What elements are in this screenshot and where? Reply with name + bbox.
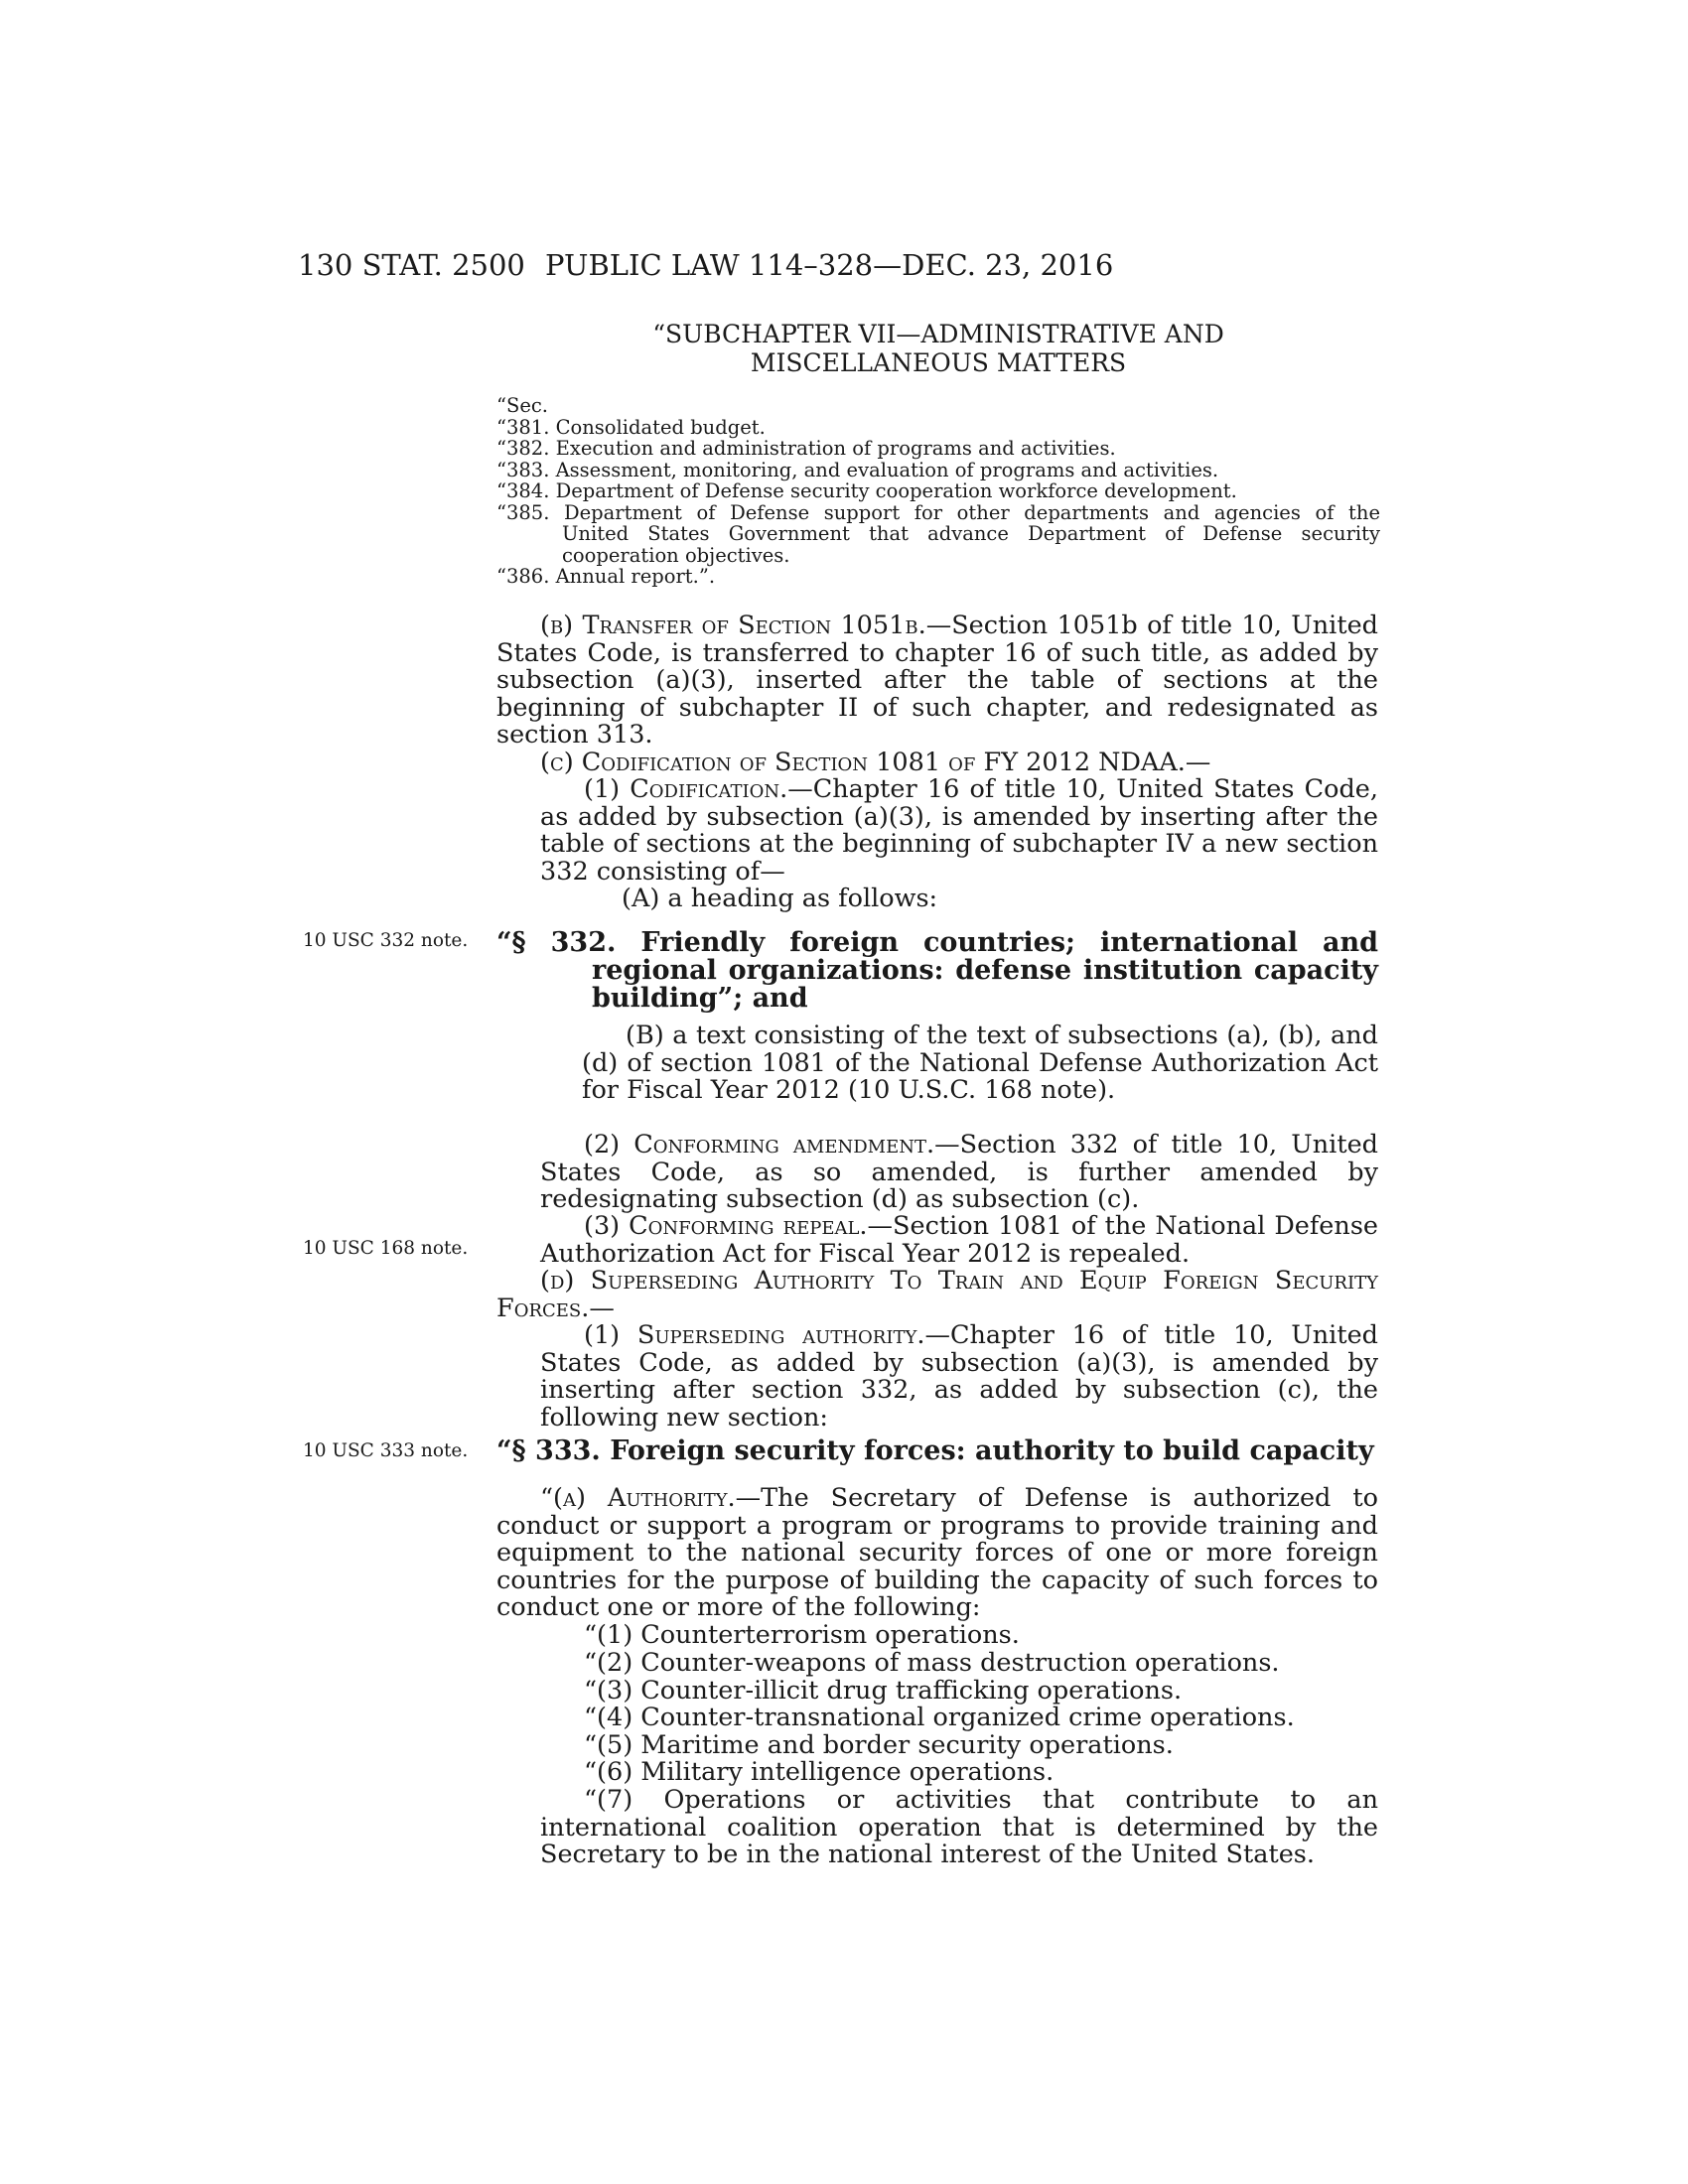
toc-item: “383. Assessment, monitoring, and evaluation of programs and activities.: [496, 458, 1219, 481]
toc-item-continuation: United States Government that advance Department of Defense security: [562, 522, 1380, 545]
toc-item: “382. Execution and administration of programs and activities.: [496, 437, 1116, 460]
subsection-b-heading: (b) Transfer of Section 1051b.: [540, 611, 926, 640]
list-item: “(3) Counter-illicit drug trafficking operations.: [584, 1676, 1183, 1706]
subchapter-title-line1: “SUBCHAPTER VII—ADMINISTRATIVE AND: [652, 320, 1224, 348]
paragraph-c1-heading: (1) Codification.: [584, 774, 788, 804]
paragraph-d1-text: —Chapter 16 of title 10, United States Code, as added by subsection (a)(3), is amended by inserting after section 332, as added by subsection (c), the following new section:: [540, 1320, 1379, 1433]
list-item: “(6) Military intelligence operations.: [584, 1757, 1055, 1787]
paragraph-c2-heading: (2) Conforming amendment.: [584, 1130, 935, 1160]
toc-item: “381. Consolidated budget.: [496, 415, 766, 439]
list-item: “(2) Counter-weapons of mass destruction operations.: [584, 1648, 1280, 1678]
subsection-a-text: —The Secretary of Defense is authorized to conduct or support a program or programs to provide training and equipment to the national security forces of one or more foreign countries for the purpose of building the capacity of such forces to conduct one or more of the following:: [496, 1483, 1378, 1623]
subsection-d-title: (d) Superseding Authority To Train and Equip Foreign Security Forces.—: [496, 1266, 1378, 1323]
list-item: “(4) Counter-transnational organized crime operations.: [584, 1703, 1295, 1732]
clause-c1-A: (A) a heading as follows:: [622, 884, 938, 913]
paragraph-d1-heading: (1) Superseding authority.: [584, 1320, 925, 1350]
paragraph-c1-text: —Chapter 16 of title 10, United States Code, as added by subsection (a)(3), is amended by inserting after the table of sections at the beginning of subchapter IV a new section 332 consisting of—: [540, 774, 1379, 887]
subsection-d-heading: [496, 1268, 1378, 1322]
section-333-subsection-a: [496, 1485, 1378, 1622]
paragraph-c2: [540, 1132, 1378, 1214]
toc-item: “385. Department of Defense support for other departments and agencies of the: [496, 500, 1380, 524]
list-item: “(5) Maritime and border security operations.: [584, 1730, 1174, 1760]
statute-page-number: 130 STAT. 2500: [298, 248, 525, 282]
margin-note-332: 10 USC 332 note.: [303, 930, 469, 951]
toc-item: “386. Annual report.”.: [496, 565, 716, 588]
paragraph-d1: [540, 1322, 1378, 1432]
subchapter-title-line2: MISCELLANEOUS MATTERS: [750, 348, 1127, 377]
toc-sec-label: “Sec.: [496, 394, 548, 417]
toc-item: “384. Department of Defense security cooperation workforce development.: [496, 479, 1237, 502]
paragraph-c2-text: —Section 332 of title 10, United States Code, as so amended, is further amended by redesignating subsection (d) as subsection (c).: [540, 1130, 1378, 1215]
paragraph-c3-text: —Section 1081 of the National Defense Authorization Act for Fiscal Year 2012 is repealed.: [540, 1211, 1378, 1269]
subsection-c-title: (c) Codification of Section 1081 of FY 2012 NDAA.—: [540, 748, 1211, 777]
section-333-heading: “§ 333. Foreign security forces: authority to build capacity: [496, 1435, 1374, 1466]
public-law-header: PUBLIC LAW 114–328—DEC. 23, 2016: [545, 248, 1114, 282]
margin-note-168: 10 USC 168 note.: [303, 1238, 469, 1259]
section-332-heading: “§ 332. Friendly foreign countries; international and regional organizations: defense institution capacity building”; and: [496, 927, 1378, 1014]
margin-note-333: 10 USC 333 note.: [303, 1440, 469, 1461]
clause-c1-B: (B) a text consisting of the text of subsections (a), (b), and (d) of section 1081 of the National Defense Authorization Act for Fiscal Year 2012 (10 U.S.C. 168 note).: [582, 1021, 1378, 1106]
paragraph-c3-heading: (3) Conforming repeal.: [584, 1211, 868, 1241]
subsection-b: [496, 613, 1378, 750]
toc-item-continuation: cooperation objectives.: [562, 543, 790, 567]
subsection-a-heading: “(a) Authority.: [540, 1483, 736, 1513]
paragraph-c1: [540, 776, 1378, 886]
subsection-c-heading: [540, 750, 1378, 777]
paragraph-c3: [540, 1213, 1378, 1268]
list-item: “(1) Counterterrorism operations.: [584, 1620, 1020, 1650]
list-item-7: “(7) Operations or activities that contribute to an international coalition operation that is determined by the Secretary to be in the national interest of the United States.: [540, 1785, 1378, 1870]
table-of-sections: [496, 395, 1380, 588]
subsection-b-text: —Section 1051b of title 10, United States Code, is transferred to chapter 16 of such title, as added by subsection (a)(3), inserted after the table of sections at the beginning of subchapter II of such chapter, and redesignated as section 313.: [496, 611, 1378, 751]
